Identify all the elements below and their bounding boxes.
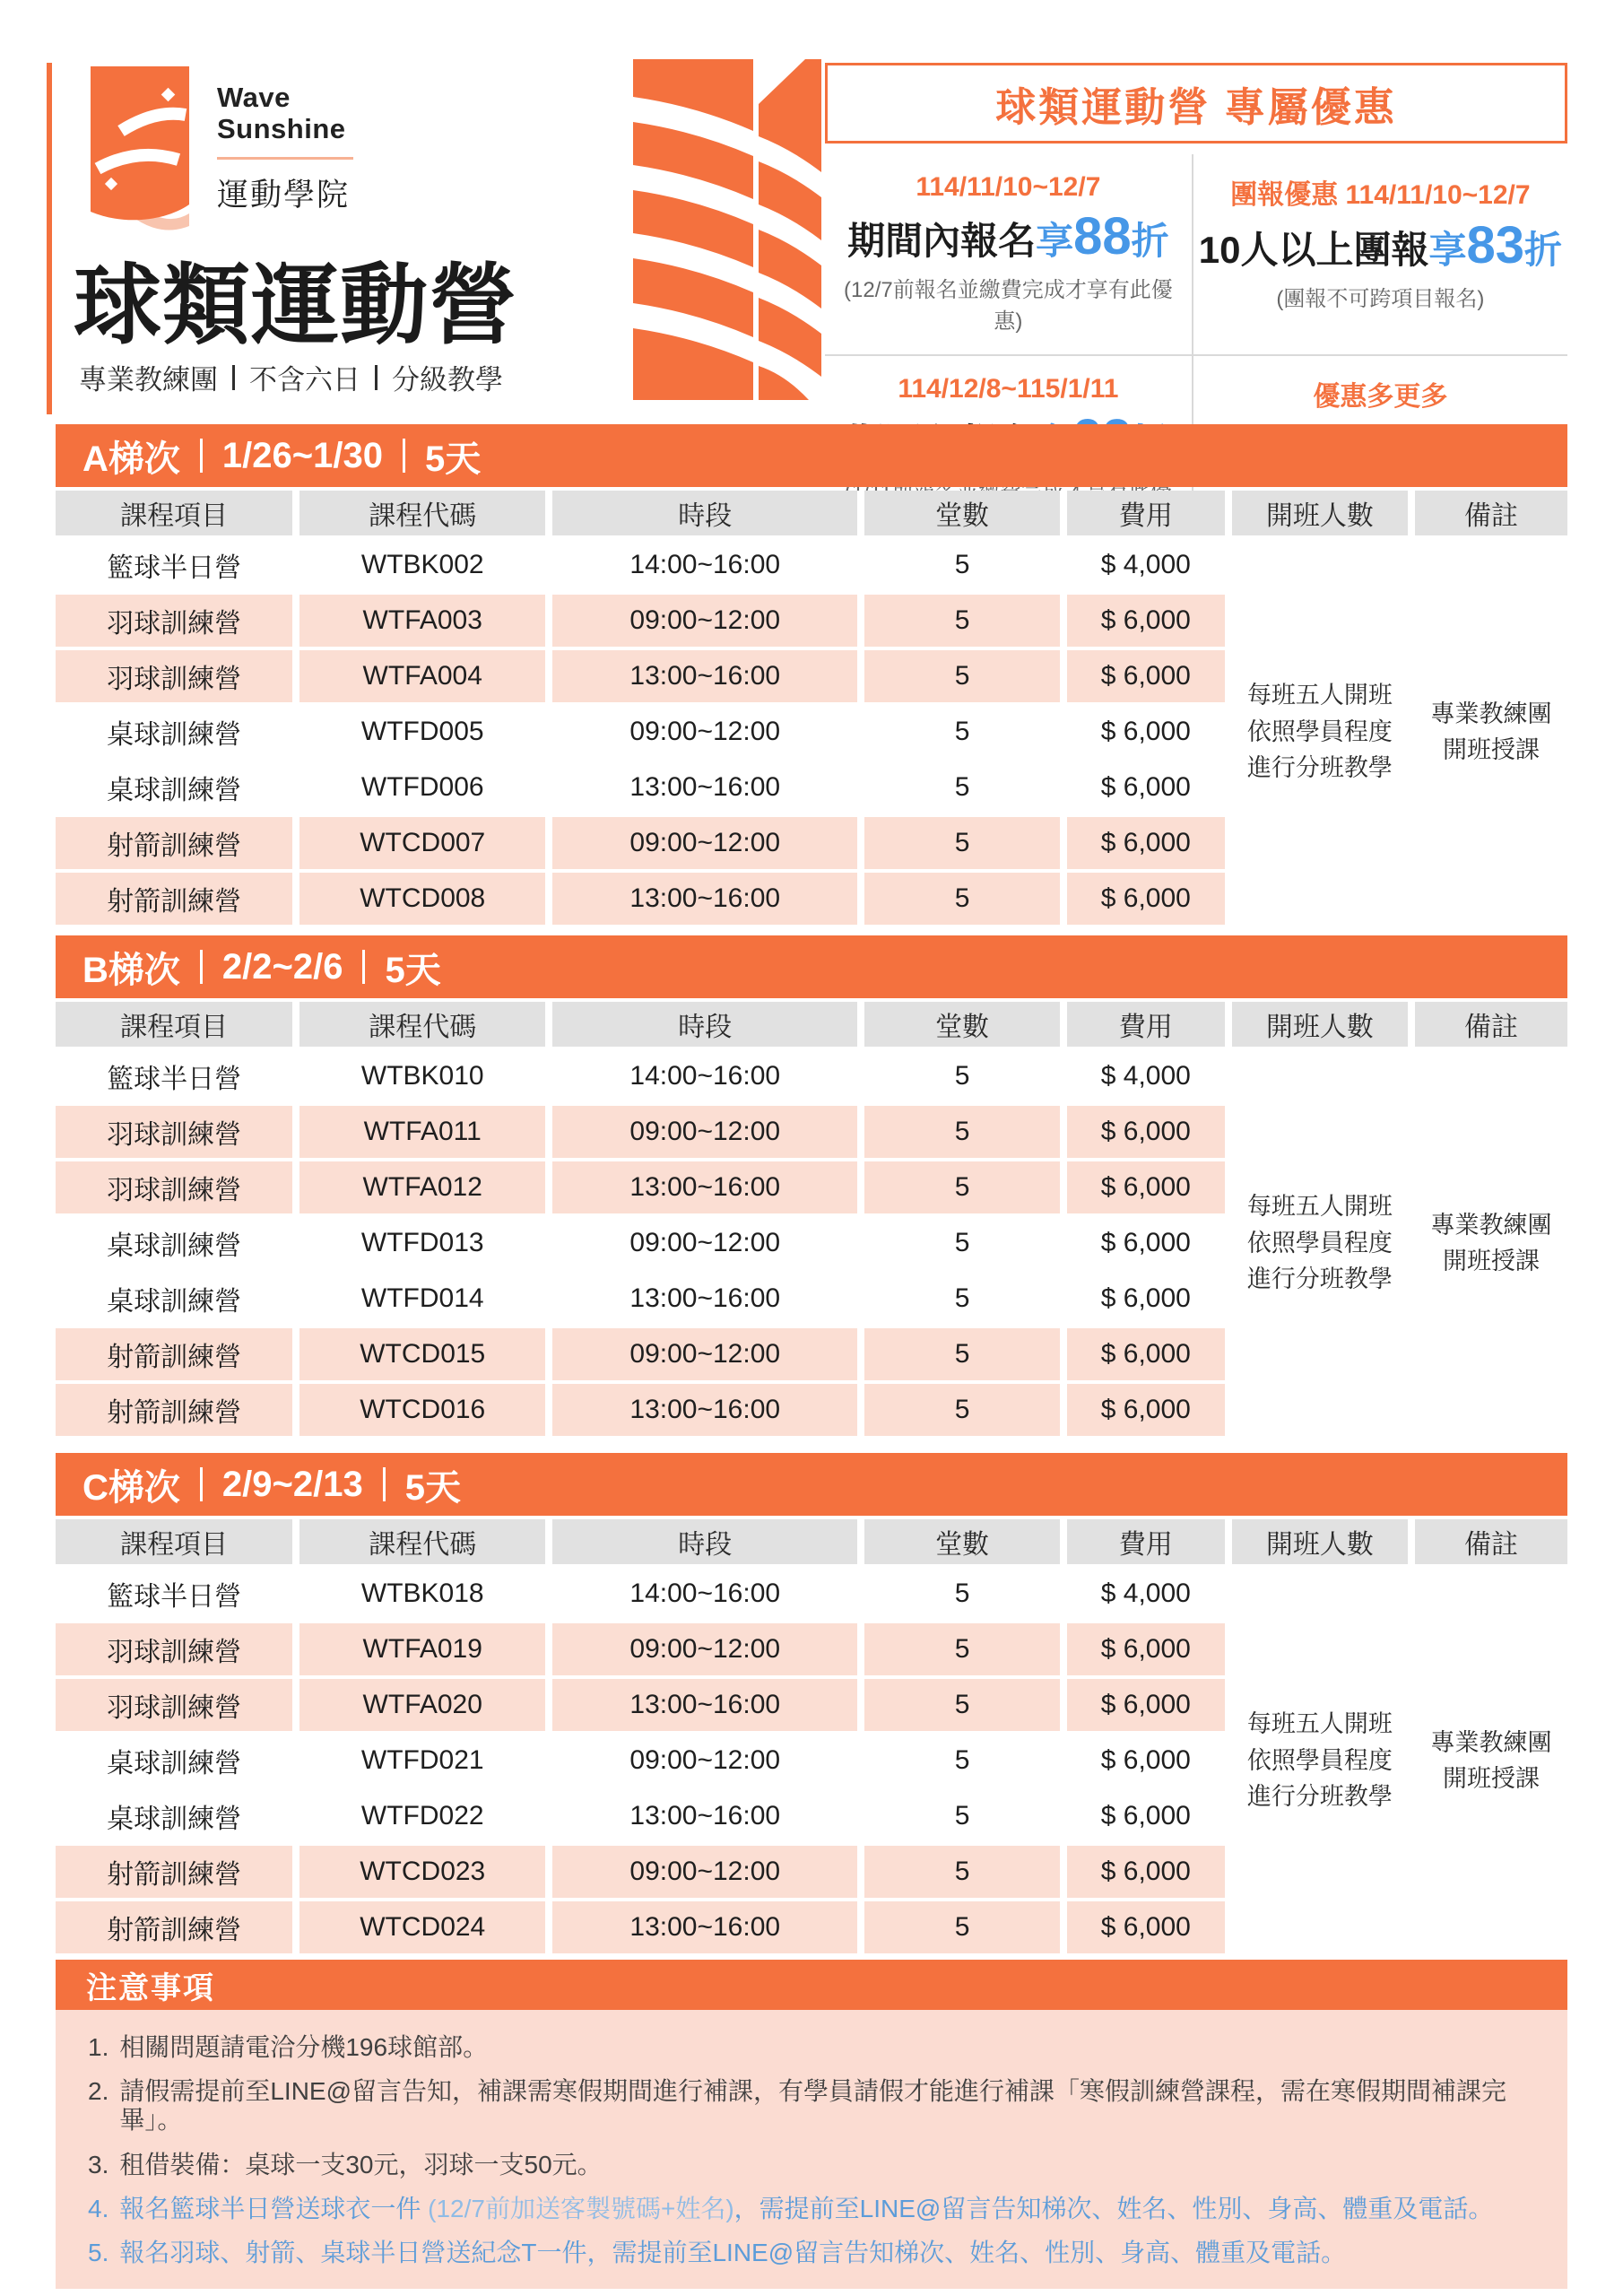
session-count: 5 <box>864 1273 1060 1325</box>
fee: $ 6,000 <box>1067 1384 1225 1436</box>
promo-title-text: 球類運動營 專屬優惠 <box>995 83 1397 130</box>
class-size-note <box>1232 539 1408 925</box>
note-text-segment: 請假需提前至LINE@留言告知，補課需寒假期間進行補課，有學員請假才能進行補課「寒假訓練營課程，需在寒假期間補課完畢」。 <box>119 2077 1507 2135</box>
time-slot: 09:00~12:00 <box>552 1328 857 1380</box>
course-code: WTCD007 <box>299 817 545 869</box>
session-count: 5 <box>864 1161 1060 1213</box>
note-text-segment: ，需提前至LINE@留言告知梯次、姓名、性別、身高、體重及電話。 <box>733 2194 1494 2222</box>
promo-condition: (團報不可跨項目報名) <box>1276 287 1485 311</box>
session-table <box>56 1453 1567 1953</box>
promo-discount-prefix: 享 <box>1428 229 1467 271</box>
promo-offer-text: 10人以上團報 <box>1198 229 1429 271</box>
promo-date-range: 114/12/8~115/1/11 <box>898 374 1119 404</box>
column-header: 費用 <box>1067 1002 1225 1047</box>
page-subtitle-part: 不含六日 <box>249 364 360 396</box>
session-band-days: 5天 <box>385 950 441 990</box>
time-slot: 09:00~12:00 <box>552 1846 857 1898</box>
promo-offer-group-83 <box>1192 154 1567 354</box>
fee: $ 6,000 <box>1067 1106 1225 1158</box>
session-table <box>56 424 1567 925</box>
column-header: 課程代碼 <box>299 491 545 535</box>
column-header: 開班人數 <box>1232 491 1408 535</box>
note-item <box>88 2195 1535 2223</box>
note-number: 3. <box>88 2150 109 2179</box>
promo-offer-line <box>1199 215 1562 275</box>
session-band-days: 5天 <box>404 1467 461 1508</box>
column-header: 時段 <box>552 1519 857 1564</box>
time-slot: 09:00~12:00 <box>552 595 857 647</box>
remark-line: 專業教練團 <box>1430 1728 1552 1756</box>
session-count: 5 <box>864 1106 1060 1158</box>
time-slot: 13:00~16:00 <box>552 650 857 702</box>
course-code: WTCD008 <box>299 873 545 925</box>
time-slot: 09:00~12:00 <box>552 1623 857 1675</box>
band-divider <box>383 1467 386 1501</box>
course-name: 桌球訓練營 <box>56 1735 292 1787</box>
time-slot: 09:00~12:00 <box>552 1106 857 1158</box>
session-count: 5 <box>864 1790 1060 1842</box>
session-band-name: B梯次 <box>82 950 180 990</box>
course-code: WTFD022 <box>299 1790 545 1842</box>
note-item <box>88 2033 1535 2062</box>
note-item <box>88 2151 1535 2179</box>
class-size-line: 進行分班教學 <box>1246 1783 1393 1811</box>
session-count: 5 <box>864 1384 1060 1436</box>
course-name: 羽球訓練營 <box>56 1161 292 1213</box>
page-title: 球類運動營 <box>74 256 518 354</box>
fee: $ 6,000 <box>1067 1328 1225 1380</box>
fee: $ 6,000 <box>1067 1735 1225 1787</box>
column-header: 課程代碼 <box>299 1002 545 1047</box>
column-header: 課程項目 <box>56 1519 292 1564</box>
column-header: 時段 <box>552 491 857 535</box>
time-slot: 13:00~16:00 <box>552 1273 857 1325</box>
brand-logo-icon <box>85 59 195 231</box>
session-count: 5 <box>864 1050 1060 1102</box>
band-divider <box>200 950 203 984</box>
session-count: 5 <box>864 873 1060 925</box>
remark-line: 專業教練團 <box>1430 1211 1552 1239</box>
note-item <box>88 2077 1535 2135</box>
promo-date-range: 114/11/10~12/7 <box>916 172 1101 202</box>
note-number: 1. <box>88 2033 109 2061</box>
session-count: 5 <box>864 539 1060 591</box>
session-band-dates: 2/2~2/6 <box>221 946 343 987</box>
note-text <box>119 2151 602 2179</box>
course-code: WTCD016 <box>299 1384 545 1436</box>
class-size-note <box>1232 1050 1408 1436</box>
session-count: 5 <box>864 595 1060 647</box>
column-header: 堂數 <box>864 1002 1060 1047</box>
course-code: WTFD005 <box>299 706 545 758</box>
brand-name <box>217 83 353 144</box>
course-name: 射箭訓練營 <box>56 1901 292 1953</box>
session-band <box>56 424 1567 487</box>
promo-offer-early-88 <box>825 154 1192 354</box>
brand-text <box>217 83 353 215</box>
remark-note <box>1415 1568 1567 1953</box>
note-text-segment: 報名籃球半日營送球衣一件 <box>119 2194 429 2222</box>
course-name: 射箭訓練營 <box>56 873 292 925</box>
note-text <box>119 2239 1346 2267</box>
logo-pennant <box>91 66 189 220</box>
column-header: 備註 <box>1415 1002 1567 1047</box>
time-slot: 13:00~16:00 <box>552 873 857 925</box>
course-code: WTBK010 <box>299 1050 545 1102</box>
subtitle-divider <box>232 365 235 390</box>
page-subtitle-part: 專業教練團 <box>79 364 218 396</box>
brand-name-line1: Wave <box>217 82 291 113</box>
column-header: 費用 <box>1067 1519 1225 1564</box>
column-header: 堂數 <box>864 1519 1060 1564</box>
column-header: 開班人數 <box>1232 1519 1408 1564</box>
class-size-line: 進行分班教學 <box>1246 754 1393 782</box>
column-header: 課程項目 <box>56 1002 292 1047</box>
course-name: 羽球訓練營 <box>56 1623 292 1675</box>
note-number: 2. <box>88 2077 109 2106</box>
band-divider <box>403 439 405 473</box>
column-header: 開班人數 <box>1232 1002 1408 1047</box>
promo-date-range: 團報優惠 114/11/10~12/7 <box>1230 180 1531 210</box>
time-slot: 13:00~16:00 <box>552 1161 857 1213</box>
course-code: WTFA019 <box>299 1623 545 1675</box>
class-size-line: 依照學員程度 <box>1246 1229 1393 1257</box>
note-text-segment: (12/7前加送客製號碼+姓名) <box>428 2194 734 2222</box>
notes-section <box>56 1960 1567 2289</box>
session-count: 5 <box>864 1568 1060 1620</box>
note-text <box>119 2195 1493 2223</box>
fee: $ 4,000 <box>1067 539 1225 591</box>
time-slot: 13:00~16:00 <box>552 1384 857 1436</box>
time-slot: 13:00~16:00 <box>552 761 857 813</box>
promo-title <box>825 63 1567 144</box>
time-slot: 14:00~16:00 <box>552 1568 857 1620</box>
course-code: WTCD023 <box>299 1846 545 1898</box>
course-name: 羽球訓練營 <box>56 1679 292 1731</box>
session-grid <box>56 491 1567 925</box>
course-name: 桌球訓練營 <box>56 1273 292 1325</box>
course-name: 桌球訓練營 <box>56 761 292 813</box>
course-code: WTCD015 <box>299 1328 545 1380</box>
course-code: WTFD013 <box>299 1217 545 1269</box>
time-slot: 13:00~16:00 <box>552 1679 857 1731</box>
fee: $ 6,000 <box>1067 1846 1225 1898</box>
fee: $ 6,000 <box>1067 1679 1225 1731</box>
time-slot: 09:00~12:00 <box>552 706 857 758</box>
column-header: 時段 <box>552 1002 857 1047</box>
course-code: WTBK002 <box>299 539 545 591</box>
session-band <box>56 935 1567 998</box>
course-name: 桌球訓練營 <box>56 1217 292 1269</box>
course-code: WTFA020 <box>299 1679 545 1731</box>
time-slot: 09:00~12:00 <box>552 1217 857 1269</box>
header-accent-bar <box>47 63 52 414</box>
fee: $ 4,000 <box>1067 1568 1225 1620</box>
note-text <box>119 2077 1535 2135</box>
session-count: 5 <box>864 1901 1060 1953</box>
promo-condition: (12/7前報名並繳費完成才享有此優惠) <box>844 278 1173 334</box>
fee: $ 6,000 <box>1067 650 1225 702</box>
fee: $ 6,000 <box>1067 1790 1225 1842</box>
course-name: 射箭訓練營 <box>56 1384 292 1436</box>
fee: $ 6,000 <box>1067 1161 1225 1213</box>
class-size-line: 進行分班教學 <box>1246 1265 1393 1293</box>
promo-offer-text: 期間內報名 <box>847 220 1037 262</box>
session-count: 5 <box>864 1623 1060 1675</box>
course-name: 籃球半日營 <box>56 1050 292 1102</box>
remark-note <box>1415 539 1567 925</box>
session-count: 5 <box>864 650 1060 702</box>
brand-divider <box>217 157 353 160</box>
remark-line: 開班授課 <box>1442 736 1540 763</box>
fee: $ 6,000 <box>1067 1217 1225 1269</box>
band-divider <box>200 439 203 473</box>
fee: $ 6,000 <box>1067 1623 1225 1675</box>
subtitle-divider <box>375 365 378 390</box>
column-header: 費用 <box>1067 491 1225 535</box>
column-header: 課程項目 <box>56 491 292 535</box>
promo-discount-number: 88 <box>1073 207 1132 265</box>
session-count: 5 <box>864 817 1060 869</box>
session-band <box>56 1453 1567 1516</box>
session-count: 5 <box>864 706 1060 758</box>
course-code: WTFA011 <box>299 1106 545 1158</box>
page-subtitle <box>79 357 503 397</box>
note-text <box>119 2033 488 2062</box>
session-band-days: 5天 <box>424 439 482 479</box>
wave-pages-graphic <box>633 59 821 400</box>
fee: $ 6,000 <box>1067 595 1225 647</box>
session-table <box>56 935 1567 1436</box>
session-band-dates: 2/9~2/13 <box>221 1464 363 1504</box>
notes-title: 注意事項 <box>86 1970 215 2005</box>
course-code: WTFA012 <box>299 1161 545 1213</box>
column-header: 堂數 <box>864 491 1060 535</box>
fee: $ 4,000 <box>1067 1050 1225 1102</box>
course-name: 射箭訓練營 <box>56 1846 292 1898</box>
time-slot: 13:00~16:00 <box>552 1901 857 1953</box>
class-size-line: 每班五人開班 <box>1246 1193 1393 1221</box>
band-divider <box>200 1467 203 1501</box>
column-header: 備註 <box>1415 1519 1567 1564</box>
course-name: 射箭訓練營 <box>56 1328 292 1380</box>
note-item <box>88 2239 1535 2267</box>
note-number: 4. <box>88 2194 109 2222</box>
promo-discount-suffix: 折 <box>1131 220 1169 262</box>
course-name: 籃球半日營 <box>56 1568 292 1620</box>
time-slot: 09:00~12:00 <box>552 817 857 869</box>
class-size-line: 每班五人開班 <box>1246 682 1393 709</box>
note-number: 5. <box>88 2238 109 2266</box>
page-subtitle-part: 分級教學 <box>392 364 503 396</box>
notes-title-band <box>56 1960 1567 2010</box>
course-name: 桌球訓練營 <box>56 1790 292 1842</box>
course-code: WTFA003 <box>299 595 545 647</box>
promo-discount-suffix: 折 <box>1523 229 1562 271</box>
session-count: 5 <box>864 1735 1060 1787</box>
course-name: 籃球半日營 <box>56 539 292 591</box>
session-band-dates: 1/26~1/30 <box>221 435 383 475</box>
session-count: 5 <box>864 1328 1060 1380</box>
column-header: 課程代碼 <box>299 1519 545 1564</box>
course-code: WTBK018 <box>299 1568 545 1620</box>
session-band-name: C梯次 <box>82 1467 180 1508</box>
course-name: 羽球訓練營 <box>56 650 292 702</box>
fee: $ 6,000 <box>1067 761 1225 813</box>
course-name: 羽球訓練營 <box>56 595 292 647</box>
band-divider <box>362 950 365 984</box>
course-code: WTFD014 <box>299 1273 545 1325</box>
promo-offer-line <box>830 206 1186 266</box>
course-code: WTFD021 <box>299 1735 545 1787</box>
fee: $ 6,000 <box>1067 817 1225 869</box>
column-header: 備註 <box>1415 491 1567 535</box>
course-name: 射箭訓練營 <box>56 817 292 869</box>
course-name: 桌球訓練營 <box>56 706 292 758</box>
remark-line: 開班授課 <box>1442 1248 1540 1274</box>
class-size-line: 依照學員程度 <box>1246 718 1393 745</box>
note-text-segment: 報名羽球、射箭、桌球半日營送紀念T一件，需提前至LINE@留言告知梯次、姓名、性別、身高、體重及電話。 <box>119 2238 1347 2266</box>
session-grid <box>56 1002 1567 1436</box>
promo-discount-prefix: 享 <box>1036 220 1074 262</box>
session-count: 5 <box>864 761 1060 813</box>
session-band-name: A梯次 <box>82 439 180 479</box>
class-size-line: 依照學員程度 <box>1246 1746 1393 1774</box>
remark-line: 開班授課 <box>1442 1765 1540 1792</box>
remark-note <box>1415 1050 1567 1436</box>
course-code: WTFD006 <box>299 761 545 813</box>
note-text-segment: 租借裝備：桌球一支30元，羽球一支50元。 <box>119 2150 603 2179</box>
promo-discount-number: 83 <box>1466 216 1524 274</box>
fee: $ 6,000 <box>1067 706 1225 758</box>
time-slot: 14:00~16:00 <box>552 539 857 591</box>
time-slot: 14:00~16:00 <box>552 1050 857 1102</box>
brand-name-line2: Sunshine <box>217 112 346 144</box>
fee: $ 6,000 <box>1067 1273 1225 1325</box>
fee: $ 6,000 <box>1067 873 1225 925</box>
brand-subtitle: 運動學院 <box>217 178 351 213</box>
note-text-segment: 相關問題請電洽分機196球館部。 <box>119 2033 489 2061</box>
class-size-note <box>1232 1568 1408 1953</box>
course-name: 羽球訓練營 <box>56 1106 292 1158</box>
remark-line: 專業教練團 <box>1430 700 1552 727</box>
session-count: 5 <box>864 1679 1060 1731</box>
session-count: 5 <box>864 1217 1060 1269</box>
course-code: WTCD024 <box>299 1901 545 1953</box>
time-slot: 13:00~16:00 <box>552 1790 857 1842</box>
time-slot: 09:00~12:00 <box>552 1735 857 1787</box>
course-code: WTFA004 <box>299 650 545 702</box>
fee: $ 6,000 <box>1067 1901 1225 1953</box>
session-count: 5 <box>864 1846 1060 1898</box>
promo-date-range: 優惠多更多 <box>1313 382 1448 412</box>
session-grid <box>56 1519 1567 1953</box>
notes-panel <box>56 2010 1567 2289</box>
class-size-line: 每班五人開班 <box>1246 1710 1393 1738</box>
